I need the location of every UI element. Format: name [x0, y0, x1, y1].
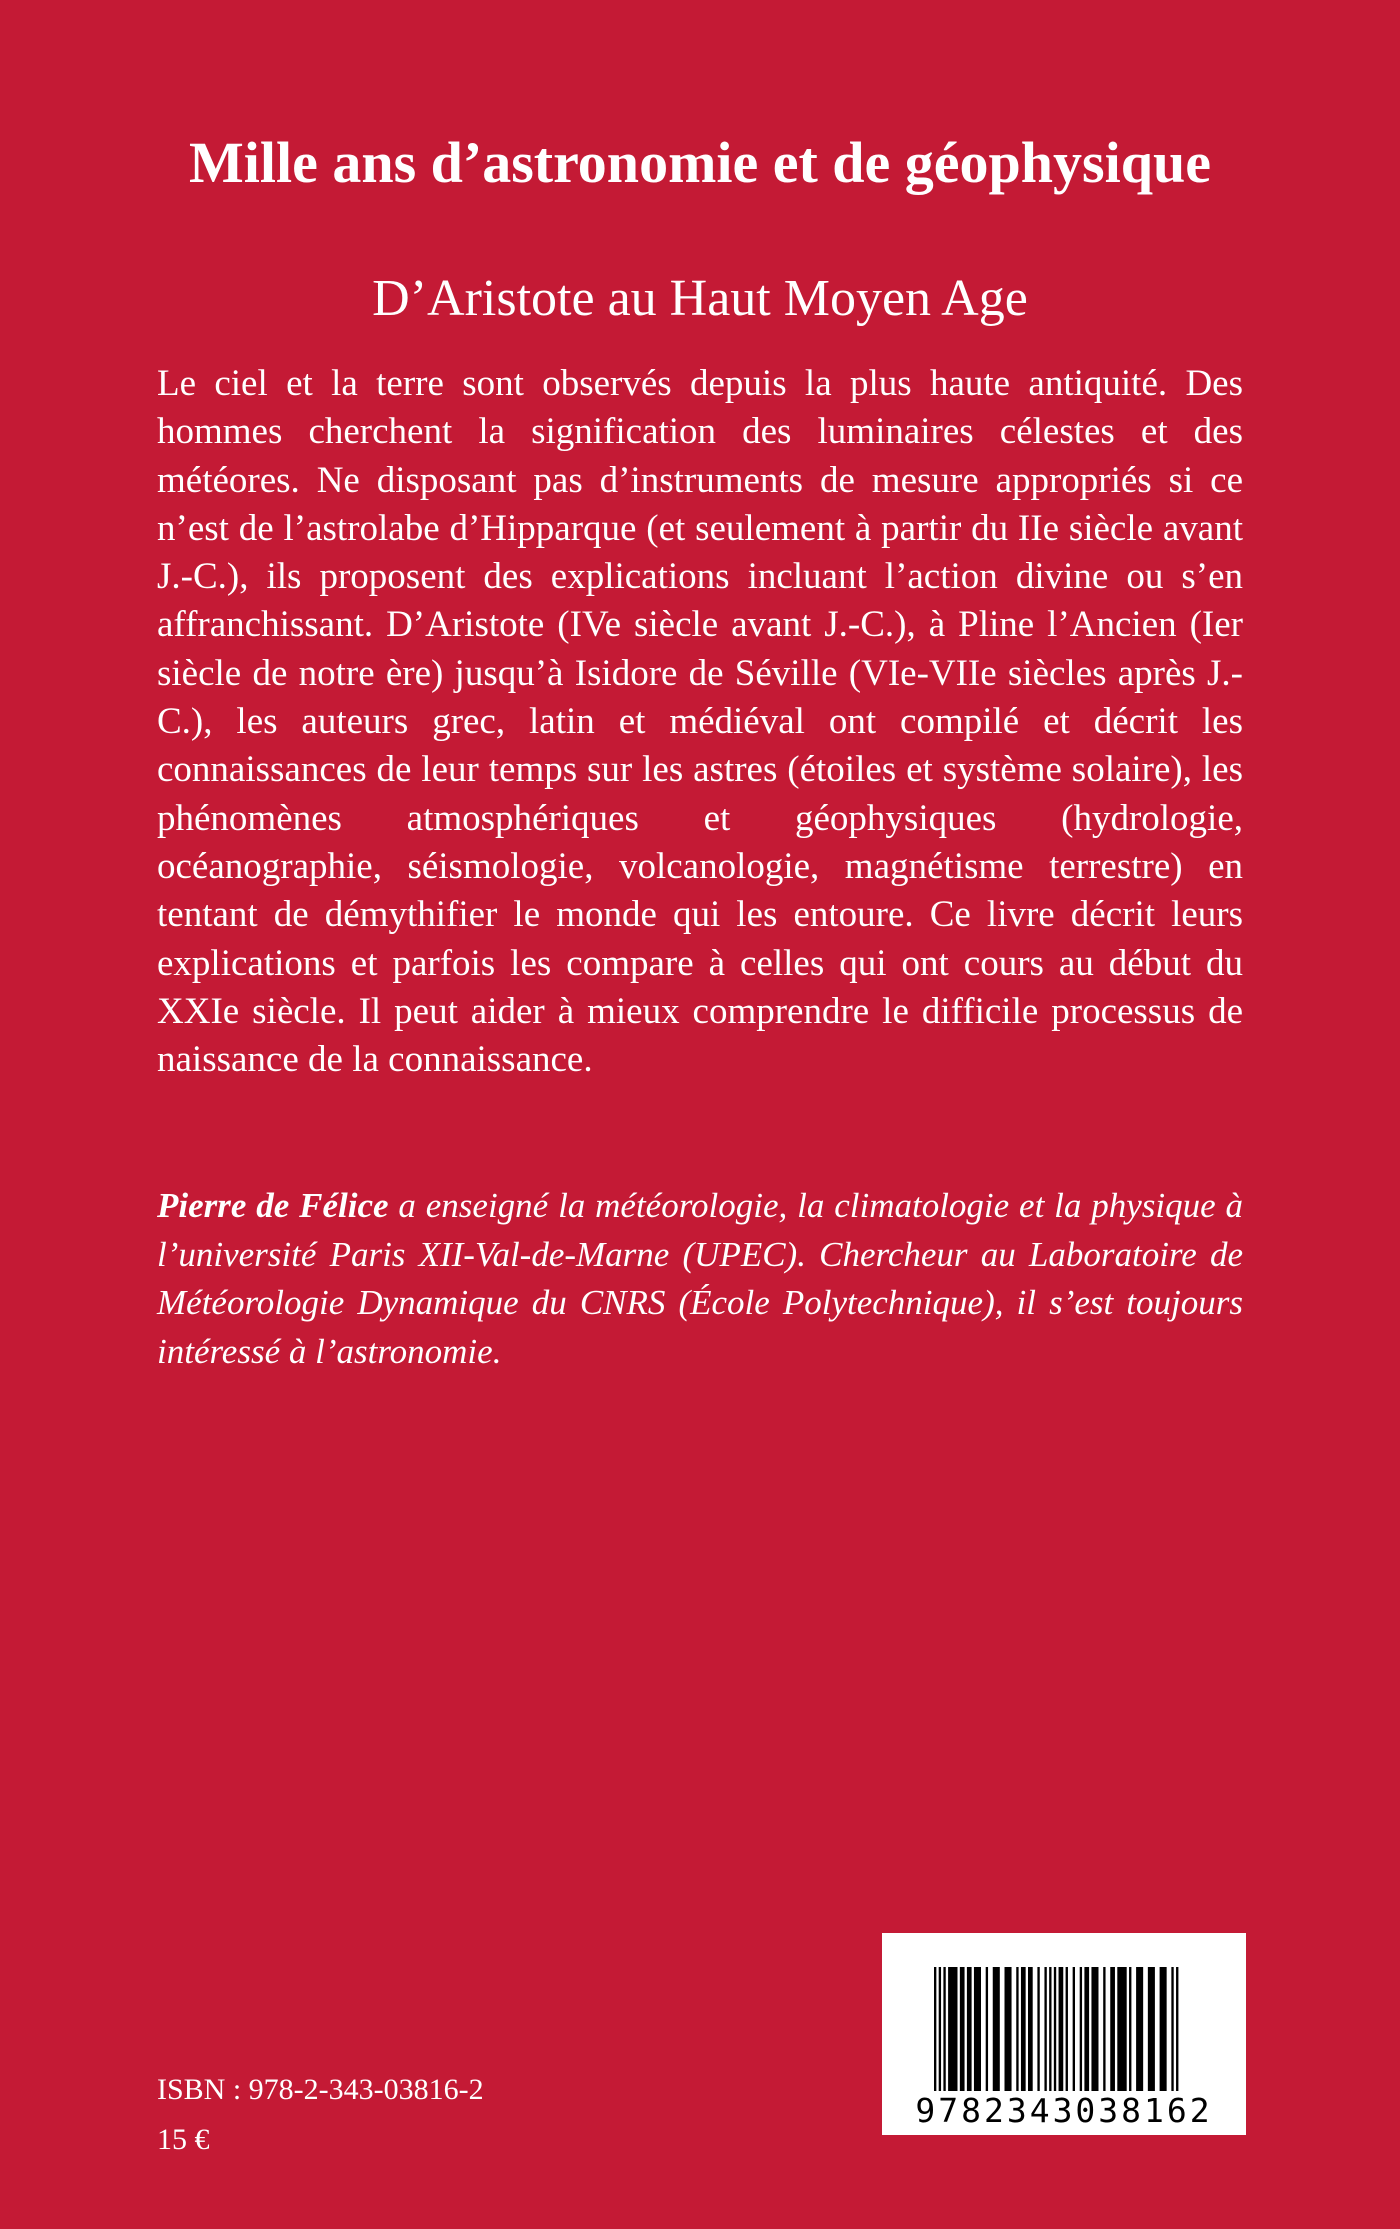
- book-title: Mille ans d’astronomie et de géophysique: [189, 130, 1211, 195]
- author-bio: [157, 1182, 1243, 1376]
- barcode-bar: [1080, 1967, 1082, 2091]
- price: 15 €: [157, 2123, 210, 2156]
- barcode-bar: [960, 1967, 965, 2091]
- barcode-bar: [1084, 1967, 1089, 2091]
- back-cover-blurb: Le ciel et la terre sont observés depuis la plus haute antiquité. Des hommes cherchent la signification des luminaires célestes et des météores. Ne disposant pas d’instruments de mesure appropriés si ce n’est de l’astrolabe d’Hipparque (et seulement à partir du IIe siècle avant J.-C.), ils proposent des explications incluant l’action divine ou s’en affranchissant. D’Aristote (IVe siècle avant J.-C.), à Pline l’Ancien (Ier siècle de notre ère) jusqu’à Isidore de Séville (VIe-VIIe siècles après J.-C.), les auteurs grec, latin et médiéval ont compilé et décrit les connaissances de leur temps sur les astres (étoiles et système solaire), les phénomènes atmosphériques et géophysiques (hydrologie, océanographie, séismologie, volcanologie, magnétisme terrestre) en tentant de démythifier le monde qui les entoure. Ce livre décrit leurs explications et parfois les compare à celles qui ont cours au début du XXIe siècle. Il peut aider à mieux comprendre le difficile processus de naissance de la connaissance.: [157, 363, 1243, 1081]
- barcode-bar: [1091, 1967, 1098, 2091]
- barcode-bar: [1049, 1967, 1051, 2091]
- barcode-bar: [939, 1967, 941, 2091]
- barcode-bar: [1136, 1967, 1143, 2091]
- book-subtitle: D’Aristote au Haut Moyen Age: [372, 270, 1028, 327]
- barcode-bar: [1176, 1967, 1178, 2091]
- barcode: [882, 1933, 1246, 2135]
- barcode-bar: [1016, 1967, 1018, 2091]
- barcode-bar: [974, 1967, 981, 2091]
- barcode-bar: [934, 1967, 936, 2091]
- barcode-bar: [1110, 1967, 1115, 2091]
- barcode-bar: [1044, 1967, 1046, 2091]
- barcode-bar: [943, 1967, 945, 2091]
- isbn: ISBN : 978-2-343-03816-2: [157, 2073, 484, 2106]
- barcode-bar: [1160, 1967, 1167, 2091]
- barcode-bar: [1117, 1967, 1126, 2091]
- barcode-digits: 9782343038162: [915, 2091, 1213, 2130]
- barcode-bar: [1148, 1967, 1155, 2091]
- barcode-bar: [1028, 1967, 1033, 2091]
- author-name: Pierre de Félice: [157, 1186, 389, 1225]
- barcode-bar: [1129, 1967, 1131, 2091]
- barcode-bar: [1171, 1967, 1173, 2091]
- barcode-bar: [993, 1967, 1000, 2091]
- author-bio-text: a enseigné la météorologie, la climatologie et la physique à l’université Paris XII-Val-de-Marne (UPEC). Chercheur au Laboratoire de Météorologie Dynamique du CNRS (École Polytechnique), il s’est toujours intéressé à l’astronomie.: [157, 1186, 1243, 1371]
- barcode-bar: [948, 1967, 957, 2091]
- barcode-bar: [1073, 1967, 1075, 2091]
- barcode-bar: [1054, 1967, 1056, 2091]
- barcode-bar: [986, 1967, 988, 2091]
- barcode-bar: [1037, 1967, 1039, 2091]
- barcode-bar: [967, 1967, 972, 2091]
- barcode-bar: [1021, 1967, 1026, 2091]
- barcode-bar: [1005, 1967, 1012, 2091]
- barcode-bar: [1103, 1967, 1105, 2091]
- barcode-bar: [1066, 1967, 1068, 2091]
- barcode-bar: [1059, 1967, 1064, 2091]
